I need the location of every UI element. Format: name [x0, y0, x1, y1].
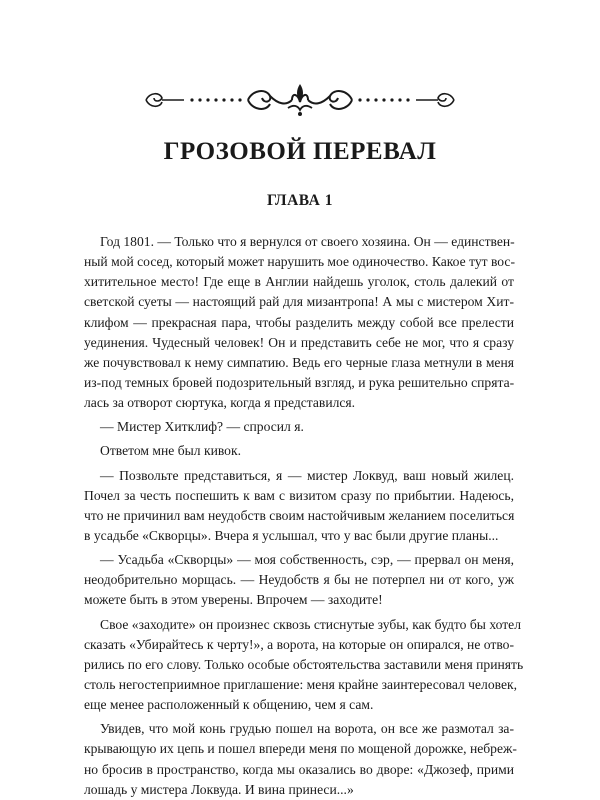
text-line: светской суеты — настоящий рай для мизантропа! А мы с мистером Хит-	[84, 294, 514, 310]
paragraph-first-line: Свое «заходите» он произнес сквозь стиснутые зубы, как будто бы хотел	[100, 616, 521, 632]
paragraph-first-line: — Позвольте представиться, я — мистер Локвуд, ваш новый жилец.	[100, 467, 514, 483]
chapter-heading: ГЛАВА 1	[267, 192, 333, 209]
body-text	[84, 232, 524, 800]
text-line: же почувствовал к нему симпатию. Ведь его черные глаза метнули в меня	[84, 354, 514, 370]
paragraph-first-line: — Усадьба «Скворцы» — моя собственность, сэр, — прервал он меня,	[100, 552, 514, 568]
paragraph-first-line: — Мистер Хитклиф? — спросил я.	[100, 419, 304, 435]
text-line: лошадь у мистера Локвуда. И вина принеси...»	[84, 781, 354, 797]
text-line: что не причинил вам неудобств своим настойчивым желанием поселиться	[84, 507, 515, 523]
paragraph-first-line: Ответом мне был кивок.	[100, 443, 241, 459]
text-line: сказать «Убирайтесь к черту!», а ворота, на которые он опирался, не отво-	[84, 636, 514, 652]
text-line: крывающую их цепь и пошел впереди меня по мощеной дорожке, небреж-	[84, 741, 517, 757]
text-line: клифом — прекрасная пара, чтобы разделить между собой все прелести	[84, 314, 514, 330]
text-line: Почел за честь поспешить к вам с визитом сразу по прибытии. Надеюсь,	[84, 487, 514, 503]
text-line: в усадьбе «Скворцы». Вчера я услышал, что у вас были другие планы...	[84, 527, 499, 543]
text-line: из-под темных бровей подозрительный взгляд, и рука решительно спрята-	[84, 374, 515, 390]
text-line: но бросив в пространство, когда мы оказались во дворе: «Джозеф, прими	[84, 761, 514, 777]
text-line: столь негостеприимное приглашение: меня крайне заинтересовал человек,	[84, 676, 517, 692]
text-line: уединения. Чудесный человек! Он и представить себе не мог, что я сразу	[84, 334, 514, 350]
text-line: лась за отворот сюртука, когда я представился.	[84, 395, 356, 411]
text-line: можете быть в этом уверены. Впрочем — заходите!	[84, 592, 383, 608]
text-line: еще менее расположенный к общению, чем я сам.	[84, 697, 374, 713]
paragraph-first-line: Увидев, что мой конь грудью пошел на ворота, он все же размотал за-	[100, 721, 514, 737]
paragraph-first-line: Год 1801. — Только что я вернулся от своего хозяина. Он — единствен-	[100, 234, 515, 249]
text-line: неодобрительно морщась. — Неудобств я бы не потерпел ни от кого, уж	[84, 572, 514, 588]
ornament-divider	[140, 80, 460, 120]
text-line: ный мой сосед, который может нарушить мое одиночество. Какое тут вос-	[84, 254, 515, 270]
text-line: рились по его слову. Только особые обстоятельства заставили меня принять	[84, 656, 524, 672]
text-line: хитительное место! Где еще в Англии найдешь уголок, столь далекий от	[84, 274, 514, 290]
book-title: ГРОЗОВОЙ ПЕРЕВАЛ	[163, 138, 437, 165]
